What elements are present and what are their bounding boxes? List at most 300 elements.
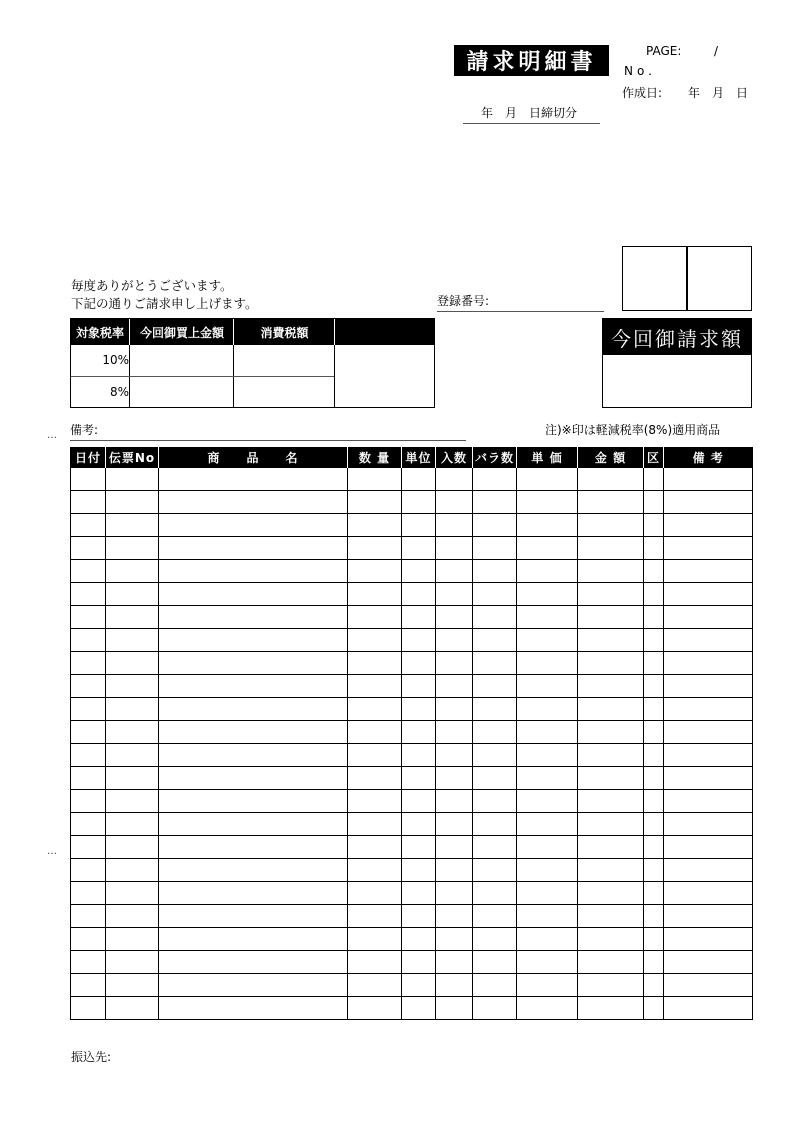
table-cell (402, 583, 436, 606)
table-cell (644, 675, 664, 698)
column-header: 伝票No (106, 447, 159, 468)
table-cell (664, 974, 753, 997)
table-cell (664, 790, 753, 813)
table-cell (348, 744, 402, 767)
table-cell (71, 675, 106, 698)
table-cell (71, 813, 106, 836)
table-cell (106, 560, 159, 583)
table-row (71, 606, 753, 629)
table-cell (348, 997, 402, 1020)
table-cell (436, 514, 473, 537)
tax-header-rate: 対象税率 (71, 319, 129, 345)
table-cell (71, 767, 106, 790)
table-cell (402, 468, 436, 491)
table-cell (159, 629, 348, 652)
table-cell (473, 744, 517, 767)
table-cell (402, 652, 436, 675)
table-cell (664, 951, 753, 974)
table-cell (436, 629, 473, 652)
table-cell (402, 928, 436, 951)
table-cell (664, 905, 753, 928)
table-cell (473, 583, 517, 606)
table-cell (517, 583, 578, 606)
table-cell (578, 905, 644, 928)
table-cell (159, 606, 348, 629)
table-cell (106, 491, 159, 514)
table-cell (517, 537, 578, 560)
table-cell (578, 790, 644, 813)
table-cell (348, 652, 402, 675)
table-cell (159, 790, 348, 813)
table-cell (517, 997, 578, 1020)
table-cell (644, 905, 664, 928)
table-cell (517, 652, 578, 675)
stamp-box (622, 246, 687, 311)
table-cell (348, 698, 402, 721)
table-cell (348, 790, 402, 813)
table-cell (664, 882, 753, 905)
table-cell (402, 629, 436, 652)
table-cell (473, 514, 517, 537)
table-cell (664, 928, 753, 951)
table-cell (159, 698, 348, 721)
table-cell (644, 790, 664, 813)
table-cell (473, 836, 517, 859)
table-cell (517, 698, 578, 721)
table-cell (436, 813, 473, 836)
closing-date: 年 月 日締切分 (463, 104, 600, 124)
table-cell (348, 882, 402, 905)
table-row (71, 675, 753, 698)
table-row (71, 560, 753, 583)
table-cell (348, 468, 402, 491)
table-row (71, 514, 753, 537)
table-cell (402, 698, 436, 721)
table-cell (348, 767, 402, 790)
table-cell (159, 928, 348, 951)
table-cell (473, 491, 517, 514)
table-cell (517, 514, 578, 537)
stamp-box (687, 246, 752, 311)
table-cell (159, 491, 348, 514)
table-cell (159, 767, 348, 790)
table-cell (159, 859, 348, 882)
table-cell (517, 836, 578, 859)
table-row (71, 583, 753, 606)
table-cell (473, 997, 517, 1020)
table-cell (402, 491, 436, 514)
table-cell (348, 721, 402, 744)
table-cell (348, 859, 402, 882)
table-cell (473, 790, 517, 813)
table-cell (159, 905, 348, 928)
table-cell (644, 997, 664, 1020)
table-cell (71, 468, 106, 491)
table-cell (71, 744, 106, 767)
table-cell (348, 560, 402, 583)
table-cell (348, 813, 402, 836)
table-cell (473, 698, 517, 721)
table-cell (644, 468, 664, 491)
table-cell (436, 790, 473, 813)
table-row (71, 997, 753, 1020)
table-cell (473, 560, 517, 583)
table-cell (578, 491, 644, 514)
table-cell (664, 997, 753, 1020)
table-cell (402, 882, 436, 905)
table-cell (106, 813, 159, 836)
table-cell (159, 675, 348, 698)
table-cell (644, 606, 664, 629)
table-cell (402, 514, 436, 537)
table-cell (578, 629, 644, 652)
table-cell (348, 537, 402, 560)
page-separator: / (714, 44, 719, 58)
table-cell (644, 767, 664, 790)
table-cell (71, 790, 106, 813)
margin-dots: … (47, 846, 57, 857)
table-cell (644, 629, 664, 652)
table-cell (664, 744, 753, 767)
table-cell (71, 629, 106, 652)
created-date-value: 年 月 日 (688, 86, 749, 100)
table-cell (473, 675, 517, 698)
table-cell (106, 652, 159, 675)
greeting-line-2: 下記の通りご請求申し上げます。 (71, 296, 258, 311)
table-cell (517, 629, 578, 652)
table-cell (664, 813, 753, 836)
registration-number-label: 登録番号: (437, 292, 604, 312)
table-cell (664, 652, 753, 675)
table-cell (578, 882, 644, 905)
table-cell (159, 951, 348, 974)
tax-summary-table (70, 318, 435, 408)
table-cell (71, 951, 106, 974)
table-cell (436, 606, 473, 629)
table-cell (106, 997, 159, 1020)
table-cell (436, 468, 473, 491)
detail-table (70, 447, 752, 1020)
table-cell (159, 583, 348, 606)
table-cell (159, 882, 348, 905)
table-cell (644, 491, 664, 514)
table-cell (348, 836, 402, 859)
table-cell (644, 951, 664, 974)
table-cell (578, 537, 644, 560)
column-header: 単位 (402, 447, 436, 468)
table-cell (402, 951, 436, 974)
table-cell (71, 560, 106, 583)
table-cell (402, 675, 436, 698)
table-cell (71, 698, 106, 721)
table-cell (348, 606, 402, 629)
table-cell (106, 905, 159, 928)
table-cell (402, 859, 436, 882)
table-cell (578, 767, 644, 790)
table-cell (644, 583, 664, 606)
table-cell (664, 491, 753, 514)
table-cell (473, 882, 517, 905)
table-cell (159, 560, 348, 583)
table-cell (644, 744, 664, 767)
table-cell (517, 606, 578, 629)
table-cell (106, 629, 159, 652)
table-cell (71, 721, 106, 744)
column-header: 数 量 (348, 447, 402, 468)
table-cell (436, 905, 473, 928)
table-cell (436, 675, 473, 698)
transfer-destination-label: 振込先: (71, 1050, 112, 1064)
remarks-label: 備考: (70, 421, 466, 441)
table-cell (517, 951, 578, 974)
table-cell (106, 836, 159, 859)
table-cell (517, 974, 578, 997)
table-row (71, 652, 753, 675)
table-row (71, 928, 753, 951)
table-cell (517, 675, 578, 698)
table-cell (106, 951, 159, 974)
table-cell (644, 698, 664, 721)
created-date-label: 作成日: (622, 86, 663, 100)
column-header: 単 価 (517, 447, 578, 468)
table-cell (664, 836, 753, 859)
table-cell (71, 537, 106, 560)
table-cell (106, 468, 159, 491)
table-cell (644, 928, 664, 951)
table-row (71, 468, 753, 491)
table-cell (578, 836, 644, 859)
table-row (71, 974, 753, 997)
table-cell (436, 652, 473, 675)
table-cell (402, 905, 436, 928)
table-cell (436, 537, 473, 560)
table-cell (473, 928, 517, 951)
table-cell (578, 698, 644, 721)
invoice-amount-box (602, 318, 752, 408)
table-cell (159, 974, 348, 997)
table-cell (159, 652, 348, 675)
table-cell (348, 514, 402, 537)
table-cell (71, 606, 106, 629)
table-row (71, 813, 753, 836)
table-cell (402, 790, 436, 813)
column-header: 金 額 (578, 447, 644, 468)
table-cell (436, 721, 473, 744)
table-cell (71, 859, 106, 882)
table-cell (159, 537, 348, 560)
table-cell (517, 744, 578, 767)
table-cell (578, 514, 644, 537)
table-cell (473, 468, 517, 491)
table-cell (473, 652, 517, 675)
table-row (71, 790, 753, 813)
table-cell (473, 767, 517, 790)
table-cell (517, 813, 578, 836)
table-cell (517, 790, 578, 813)
table-cell (664, 629, 753, 652)
table-cell (71, 491, 106, 514)
table-cell (71, 905, 106, 928)
table-cell (644, 974, 664, 997)
table-cell (664, 468, 753, 491)
table-cell (348, 629, 402, 652)
table-cell (159, 744, 348, 767)
column-header: 入数 (436, 447, 473, 468)
table-row (71, 721, 753, 744)
column-header: 商 品 名 (159, 447, 348, 468)
table-cell (402, 606, 436, 629)
table-cell (578, 997, 644, 1020)
table-cell (473, 905, 517, 928)
table-cell (517, 560, 578, 583)
table-row (71, 859, 753, 882)
greeting-line-1: 毎度ありがとうございます。 (71, 278, 233, 293)
table-cell (578, 468, 644, 491)
table-cell (402, 721, 436, 744)
table-cell (402, 813, 436, 836)
column-header: 備 考 (664, 447, 753, 468)
table-cell (159, 813, 348, 836)
table-cell (436, 836, 473, 859)
table-cell (159, 997, 348, 1020)
table-cell (71, 882, 106, 905)
table-cell (106, 974, 159, 997)
table-row (71, 698, 753, 721)
table-cell (106, 514, 159, 537)
table-cell (578, 583, 644, 606)
tax-header-tax: 消費税額 (233, 319, 335, 345)
table-cell (106, 744, 159, 767)
table-cell (473, 859, 517, 882)
table-cell (436, 560, 473, 583)
table-cell (106, 606, 159, 629)
table-cell (348, 928, 402, 951)
table-row (71, 629, 753, 652)
column-header: バラ数 (473, 447, 517, 468)
tax-header-amount: 今回御買上金額 (129, 319, 234, 345)
table-cell (106, 767, 159, 790)
table-row (71, 537, 753, 560)
table-cell (473, 813, 517, 836)
table-cell (106, 583, 159, 606)
table-cell (71, 583, 106, 606)
table-cell (159, 468, 348, 491)
table-cell (106, 859, 159, 882)
table-cell (517, 468, 578, 491)
table-cell (159, 836, 348, 859)
table-cell (348, 951, 402, 974)
table-cell (517, 767, 578, 790)
table-cell (664, 859, 753, 882)
table-cell (644, 882, 664, 905)
table-cell (578, 813, 644, 836)
tax-header-blank (334, 319, 435, 345)
table-cell (517, 859, 578, 882)
table-cell (71, 836, 106, 859)
table-cell (71, 997, 106, 1020)
table-cell (578, 928, 644, 951)
table-cell (517, 491, 578, 514)
table-cell (664, 675, 753, 698)
table-cell (473, 537, 517, 560)
table-cell (578, 744, 644, 767)
table-cell (436, 767, 473, 790)
table-cell (348, 583, 402, 606)
table-cell (644, 836, 664, 859)
table-cell (106, 928, 159, 951)
table-cell (436, 491, 473, 514)
table-cell (644, 652, 664, 675)
table-cell (402, 744, 436, 767)
table-cell (436, 974, 473, 997)
table-row (71, 767, 753, 790)
table-cell (664, 537, 753, 560)
table-cell (402, 997, 436, 1020)
table-cell (664, 560, 753, 583)
margin-dots: … (47, 430, 57, 441)
table-cell (517, 928, 578, 951)
table-cell (578, 560, 644, 583)
tax-rate-10: 10% (102, 353, 129, 367)
table-cell (517, 882, 578, 905)
column-header: 日付 (71, 447, 106, 468)
table-cell (644, 537, 664, 560)
tax-rate-8: 8% (109, 385, 129, 399)
table-row (71, 882, 753, 905)
table-cell (578, 951, 644, 974)
table-cell (106, 537, 159, 560)
number-label: No. (624, 64, 656, 78)
table-cell (578, 652, 644, 675)
table-cell (644, 859, 664, 882)
table-cell (106, 675, 159, 698)
table-cell (436, 882, 473, 905)
table-cell (436, 859, 473, 882)
page-label: PAGE: (646, 44, 682, 58)
table-row (71, 905, 753, 928)
table-cell (664, 583, 753, 606)
table-cell (578, 721, 644, 744)
table-cell (71, 514, 106, 537)
table-cell (578, 974, 644, 997)
table-cell (402, 560, 436, 583)
table-row (71, 491, 753, 514)
table-cell (348, 905, 402, 928)
reduced-tax-note: 注)※印は軽減税率(8%)適用商品 (545, 423, 721, 437)
table-cell (664, 514, 753, 537)
table-cell (71, 928, 106, 951)
table-cell (644, 721, 664, 744)
table-cell (402, 974, 436, 997)
table-cell (473, 974, 517, 997)
table-cell (664, 767, 753, 790)
table-cell (473, 606, 517, 629)
invoice-amount-label: 今回御請求額 (603, 319, 751, 355)
table-cell (664, 606, 753, 629)
column-header: 区 (644, 447, 664, 468)
table-cell (644, 813, 664, 836)
table-cell (578, 859, 644, 882)
table-cell (402, 767, 436, 790)
table-cell (436, 698, 473, 721)
table-cell (159, 514, 348, 537)
table-cell (578, 675, 644, 698)
document-title: 請求明細書 (454, 45, 609, 76)
table-cell (436, 928, 473, 951)
table-cell (517, 905, 578, 928)
table-row (71, 744, 753, 767)
table-cell (159, 721, 348, 744)
